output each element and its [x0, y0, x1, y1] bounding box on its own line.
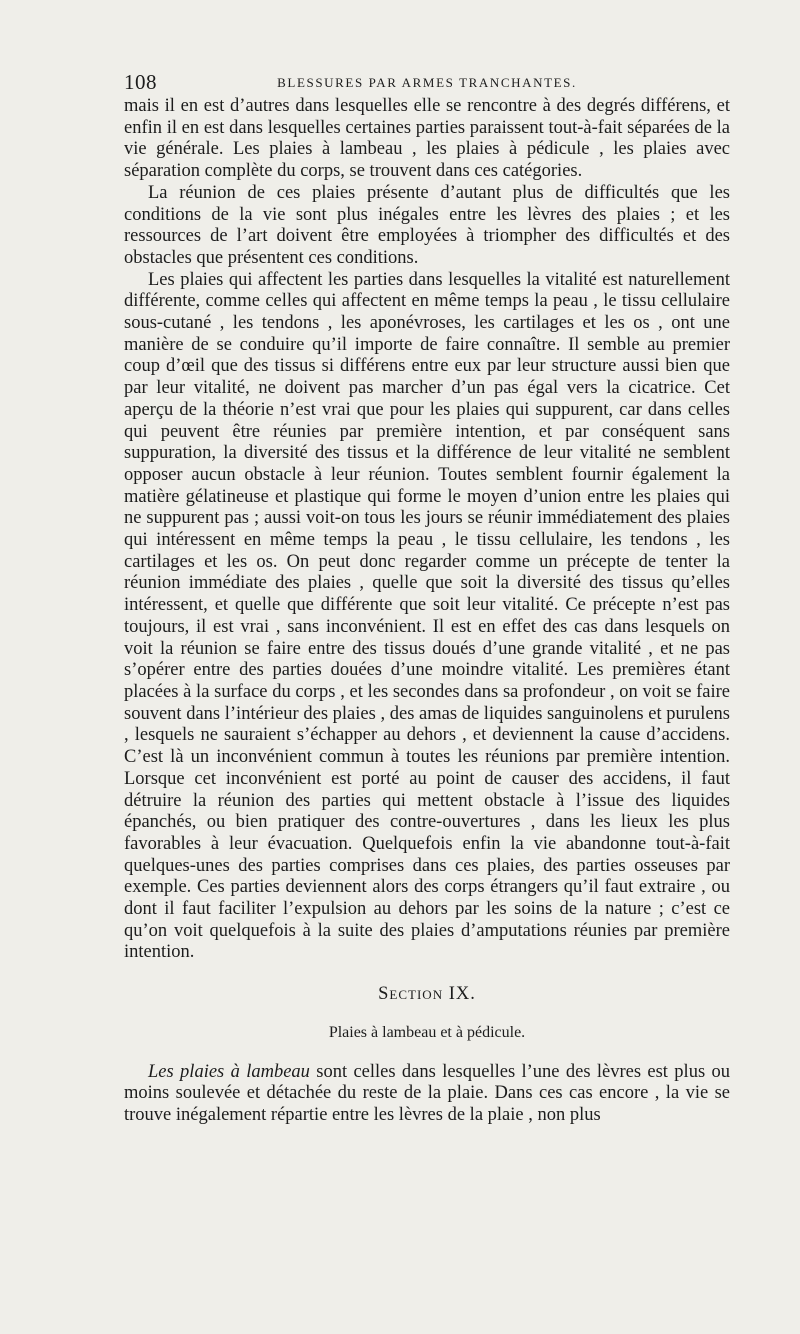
page-header — [124, 70, 730, 94]
main-text — [124, 96, 730, 1127]
page-number: 108 — [124, 70, 157, 94]
paragraph-reunion: La réunion de ces plaies présente d’autant plus de difficultés que les conditions de la vie sont plus inégales entre les lèvres des plaies ; et les ressources de l’art doivent être employées à triompher des difficultés et des obstacles que présentent ces conditions. — [124, 182, 730, 268]
italic-term: Les plaies à lambeau — [148, 1061, 310, 1082]
section-subtitle: Plaies à lambeau et à pédicule. — [328, 1023, 526, 1041]
running-head: BLESSURES PAR ARMES TRANCHANTES. — [277, 75, 577, 90]
paragraph-vitalite: Les plaies qui affectent les parties dans lesquelles la vitalité est naturellement différente, comme celles qui affectent en même temps la peau , le tissu cellulaire sous-cutané , les tendons , les aponévroses, les cartilages et les os , ont une manière de se conduire qu’il importe de faire connaître. Il semble au premier coup d’œil que des tissus si différens entre eux par leur structure aussi bien que par leur vitalité, ne doivent pas marcher d’un pas égal vers la cicatrice. Cet aperçu de la théorie n’est vrai que pour les plaies qui suppurent, car dans celles qui peuvent être réunies par première intention, et par conséquent sans suppuration, la diversité des tissus et la différence de leur vitalité ne semblent opposer aucun obstacle à leur réunion. Toutes semblent fournir également la matière gélatineuse et plastique qui forme le moyen d’union entre les plaies qui ne suppurent pas ; aussi voit-on tous les jours se réunir immédiatement des plaies qui intéressent en même temps la peau , le tissu cellulaire, les tendons , les cartilages et les os. On peut donc regarder comme un précepte de tenter la réunion immédiate des plaies , quelle que soit la diversité des tissus qu’elles intéressent, et quelle que différente que soit leur vitalité. Ce précepte n’est pas toujours, il est vrai , sans inconvénient. Il est en effet des cas dans lesquels on voit la réunion se faire entre des tissus doués d’une grande vitalité , et ne pas s’opérer entre des parties douées d’une moindre vitalité. Les premières étant placées à la surface du corps , et les secondes dans sa profondeur , on voit se faire souvent dans l’intérieur des plaies , des amas de liquides sanguinolens et purulens , lesquels ne sauraient s’échapper au dehors , et deviennent la cause d’accidens. C’est là un inconvénient commun à toutes les réunions par première intention. Lorsque cet inconvénient est porté au point de causer des accidens, il faut détruire la réunion des parties qui mettent obstacle à l’issue des liquides épanchés, ou bien pratiquer des contre-ouvertures , dans les lieux les plus favorables à leur évacuation. Quelquefois enfin la vie abandonne tout-à-fait quelques-unes des parties comprises dans ces plaies, des parties osseuses par exemple. Ces parties deviennent alors des corps étrangers qu’il faut extraire , ou dont il faut faciliter l’expulsion au dehors par les soins de la nature ; c’est ce qu’on voit quelquefois à la suite des plaies d’amputations réunies par première intention. — [124, 269, 730, 963]
paragraph-lambeau-text: sont celles dans lesquelles l’une des lèvres est plus ou moins soulevée et détachée du reste de la plaie. Dans ces cas encore , la vie se trouve inégalement répartie entre les lèvres de la plaie , non plus — [124, 1061, 730, 1125]
paragraph-continuation: mais il en est d’autres dans lesquelles elle se rencontre à des degrés différens, et enfin il en est dans lesquelles certaines parties paraissent tout-à-fait séparées de la vie générale. Les plaies à lambeau , les plaies à pédicule , les plaies avec séparation complète du corps, se trouvent dans ces catégories. — [124, 96, 730, 182]
section-heading: Section IX. — [378, 984, 476, 1005]
paragraph-lambeau — [124, 1062, 730, 1127]
